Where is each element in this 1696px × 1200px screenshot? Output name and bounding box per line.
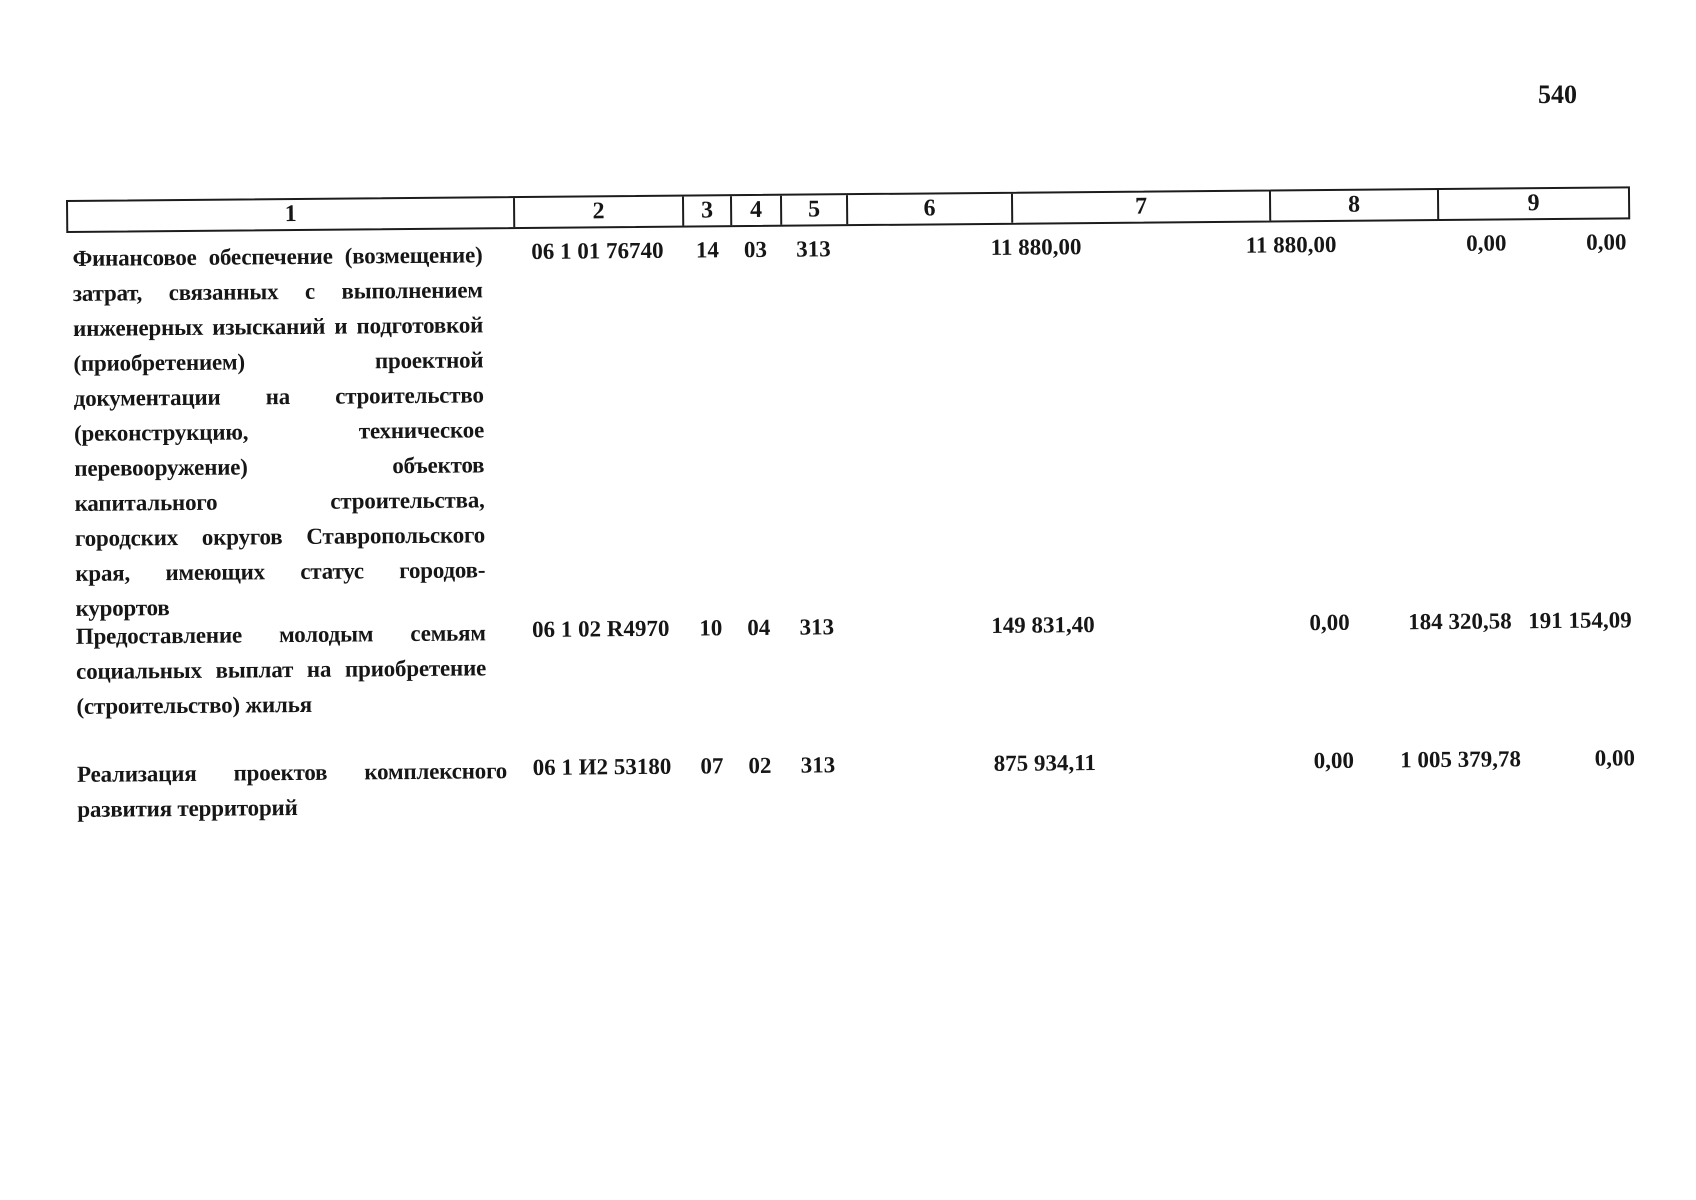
table-row bbox=[71, 743, 1636, 837]
page-number: 540 bbox=[1538, 80, 1577, 109]
row-col8: 184 320,58 bbox=[1408, 608, 1512, 635]
row-col3: 07 bbox=[700, 753, 724, 779]
row-col4: 02 bbox=[748, 752, 772, 779]
row-description: Реализация проектов комплексного развития территорий bbox=[76, 758, 508, 822]
row-description: Финансовое обеспечение (возмещение) затрат, связанных с выполнением инженерных изысканий и подготовкой (приобретением) проектной документации на строительство (реконструкцию, техническое перевооружение) объектов капитального строительства, городских округов Ставропольского края, имеющих статус городов-курортов bbox=[72, 242, 486, 621]
row-col9: 0,00 bbox=[1586, 229, 1627, 255]
row-col7: 11 880,00 bbox=[1245, 231, 1337, 258]
column-header-2: 2 bbox=[515, 197, 684, 227]
row-description: Предоставление молодым семьям социальных выплат на приобретение (строительство) жилья bbox=[75, 620, 487, 719]
row-col6: 11 880,00 bbox=[990, 234, 1082, 260]
budget-table bbox=[66, 186, 1635, 837]
column-header-6: 6 bbox=[848, 194, 1013, 224]
column-header-5: 5 bbox=[782, 195, 848, 225]
row-col7: 0,00 bbox=[1309, 609, 1350, 636]
row-col6: 875 934,11 bbox=[993, 750, 1097, 776]
row-col9: 191 154,09 bbox=[1528, 607, 1632, 634]
row-col8: 1 005 379,78 bbox=[1400, 746, 1522, 773]
row-col5: 313 bbox=[800, 752, 836, 778]
row-col5: 313 bbox=[796, 236, 831, 262]
column-header-9: 9 bbox=[1527, 190, 1540, 217]
column-header-7: 7 bbox=[1013, 191, 1271, 222]
column-header-1: 1 bbox=[68, 198, 515, 231]
row-code: 06 1 01 76740 bbox=[531, 237, 664, 264]
row-col4: 03 bbox=[743, 236, 768, 263]
column-header-3: 3 bbox=[684, 196, 732, 225]
row-col4: 04 bbox=[747, 614, 771, 641]
row-code: 06 1 02 R4970 bbox=[531, 615, 670, 642]
row-col5: 313 bbox=[799, 614, 835, 640]
table-row bbox=[66, 219, 1633, 619]
row-code: 06 1 И2 53180 bbox=[532, 753, 672, 780]
row-col6: 149 831,40 bbox=[991, 612, 1095, 638]
table-row bbox=[70, 605, 1635, 757]
row-col7: 0,00 bbox=[1313, 747, 1355, 774]
row-col9: 0,00 bbox=[1594, 745, 1636, 771]
column-header-8: 8 bbox=[1271, 190, 1439, 220]
row-col3: 14 bbox=[695, 237, 720, 263]
column-header-4: 4 bbox=[732, 196, 782, 225]
row-col3: 10 bbox=[699, 615, 723, 641]
row-col8: 0,00 bbox=[1466, 230, 1507, 256]
